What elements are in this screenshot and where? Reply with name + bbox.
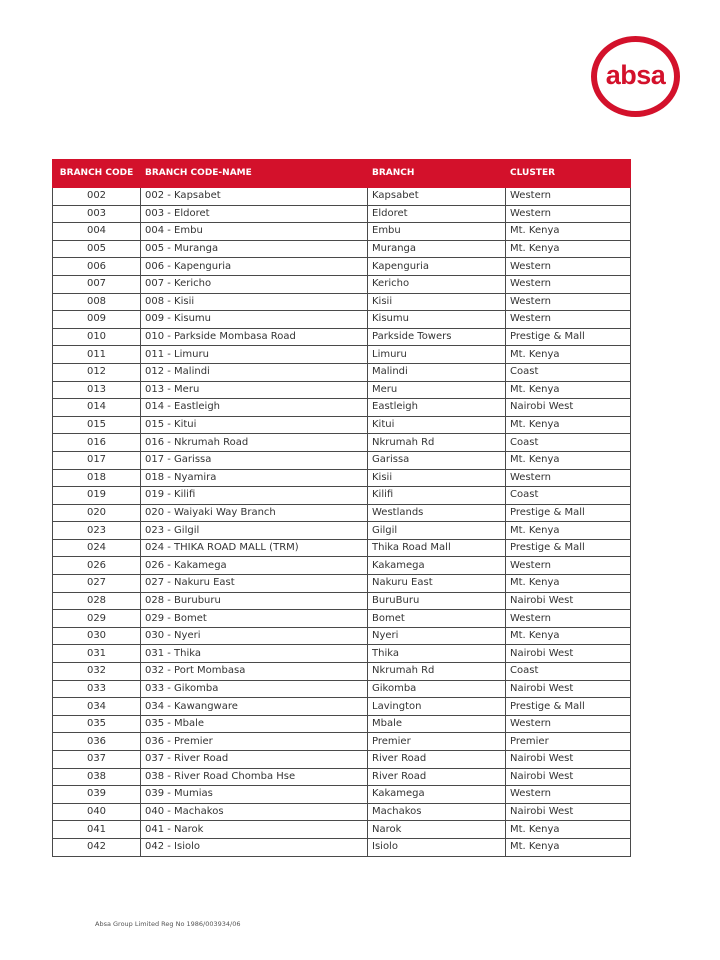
cell-branch: Premier [368, 733, 506, 751]
table-row [53, 610, 631, 628]
cell-branch: Kitui [368, 416, 506, 434]
cell-branch-code: 013 [53, 381, 141, 399]
table-row [53, 328, 631, 346]
cell-branch-code-name: 037 - River Road [141, 751, 368, 769]
cell-branch-code-name: 016 - Nkrumah Road [141, 434, 368, 452]
cell-branch-code-name: 039 - Mumias [141, 786, 368, 804]
cell-branch-code-name: 004 - Embu [141, 223, 368, 241]
table-row [53, 188, 631, 206]
cell-branch-code: 041 [53, 821, 141, 839]
table-row [53, 627, 631, 645]
cell-branch-code-name: 002 - Kapsabet [141, 188, 368, 206]
cell-cluster: Prestige & Mall [506, 328, 631, 346]
cell-branch-code-name: 017 - Garissa [141, 451, 368, 469]
cell-branch-code: 040 [53, 803, 141, 821]
cell-branch: Limuru [368, 346, 506, 364]
cell-branch: Gikomba [368, 680, 506, 698]
cell-branch-code-name: 040 - Machakos [141, 803, 368, 821]
cell-cluster: Mt. Kenya [506, 575, 631, 593]
cell-branch-code-name: 010 - Parkside Mombasa Road [141, 328, 368, 346]
table-row [53, 803, 631, 821]
cell-branch-code: 034 [53, 698, 141, 716]
table-row [53, 680, 631, 698]
cell-cluster: Prestige & Mall [506, 504, 631, 522]
cell-branch: Nkrumah Rd [368, 663, 506, 681]
cell-branch: Kericho [368, 275, 506, 293]
cell-branch-code-name: 020 - Waiyaki Way Branch [141, 504, 368, 522]
header-branch-code: BRANCH CODE [53, 160, 141, 188]
cell-branch-code-name: 005 - Muranga [141, 240, 368, 258]
cell-branch-code-name: 019 - Kilifi [141, 487, 368, 505]
logo-text: absa [605, 60, 666, 90]
cell-branch-code: 019 [53, 487, 141, 505]
cell-branch-code: 023 [53, 522, 141, 540]
cell-branch: Westlands [368, 504, 506, 522]
cell-branch-code: 038 [53, 768, 141, 786]
cell-cluster: Western [506, 786, 631, 804]
cell-branch: River Road [368, 751, 506, 769]
cell-branch: Kisii [368, 293, 506, 311]
cell-branch-code: 032 [53, 663, 141, 681]
cell-cluster: Prestige & Mall [506, 698, 631, 716]
cell-branch-code: 003 [53, 205, 141, 223]
table-row [53, 399, 631, 417]
cell-branch-code: 018 [53, 469, 141, 487]
cell-cluster: Premier [506, 733, 631, 751]
table-row [53, 275, 631, 293]
table-header [53, 160, 631, 188]
cell-branch-code: 015 [53, 416, 141, 434]
cell-branch-code: 037 [53, 751, 141, 769]
cell-branch-code: 002 [53, 188, 141, 206]
table-row [53, 293, 631, 311]
table-row [53, 381, 631, 399]
cell-cluster: Western [506, 188, 631, 206]
cell-branch-code-name: 034 - Kawangware [141, 698, 368, 716]
table-row [53, 751, 631, 769]
table-row [53, 504, 631, 522]
header-branch: BRANCH [368, 160, 506, 188]
cell-branch: Kakamega [368, 786, 506, 804]
cell-cluster: Nairobi West [506, 645, 631, 663]
cell-branch-code: 029 [53, 610, 141, 628]
cell-branch: River Road [368, 768, 506, 786]
cell-branch: Mbale [368, 715, 506, 733]
table-row [53, 487, 631, 505]
cell-branch-code-name: 036 - Premier [141, 733, 368, 751]
cell-branch: Nkrumah Rd [368, 434, 506, 452]
cell-branch: Gilgil [368, 522, 506, 540]
cell-cluster: Mt. Kenya [506, 240, 631, 258]
cell-branch-code-name: 009 - Kisumu [141, 311, 368, 329]
table-row [53, 223, 631, 241]
cell-cluster: Coast [506, 363, 631, 381]
cell-branch-code-name: 006 - Kapenguria [141, 258, 368, 276]
table-row [53, 663, 631, 681]
table-row [53, 346, 631, 364]
cell-branch-code: 012 [53, 363, 141, 381]
cell-cluster: Coast [506, 663, 631, 681]
cell-branch-code-name: 032 - Port Mombasa [141, 663, 368, 681]
footer-registration: Absa Group Limited Reg No 1986/003934/06 [95, 920, 241, 928]
cell-branch-code: 028 [53, 592, 141, 610]
table-row [53, 698, 631, 716]
cell-branch-code-name: 027 - Nakuru East [141, 575, 368, 593]
cell-branch-code: 011 [53, 346, 141, 364]
table-row [53, 434, 631, 452]
table-row [53, 205, 631, 223]
cell-branch-code-name: 007 - Kericho [141, 275, 368, 293]
cell-cluster: Mt. Kenya [506, 821, 631, 839]
cell-branch-code: 004 [53, 223, 141, 241]
table-body [53, 188, 631, 857]
cell-branch-code: 036 [53, 733, 141, 751]
cell-branch-code: 006 [53, 258, 141, 276]
cell-branch: Kakamega [368, 557, 506, 575]
absa-logo [591, 36, 680, 117]
cell-branch-code: 016 [53, 434, 141, 452]
cell-cluster: Nairobi West [506, 592, 631, 610]
cell-cluster: Mt. Kenya [506, 346, 631, 364]
header-row [53, 160, 631, 188]
cell-branch: Thika [368, 645, 506, 663]
cell-cluster: Western [506, 557, 631, 575]
table-row [53, 715, 631, 733]
cell-branch-code: 039 [53, 786, 141, 804]
cell-branch-code: 033 [53, 680, 141, 698]
cell-branch-code: 024 [53, 539, 141, 557]
cell-branch: Embu [368, 223, 506, 241]
table-row [53, 592, 631, 610]
cell-branch-code-name: 018 - Nyamira [141, 469, 368, 487]
cell-cluster: Nairobi West [506, 399, 631, 417]
cell-branch: Meru [368, 381, 506, 399]
cell-branch-code-name: 028 - Buruburu [141, 592, 368, 610]
cell-branch-code-name: 012 - Malindi [141, 363, 368, 381]
cell-cluster: Nairobi West [506, 803, 631, 821]
cell-branch-code-name: 041 - Narok [141, 821, 368, 839]
table-row [53, 240, 631, 258]
cell-branch: Narok [368, 821, 506, 839]
cell-branch-code-name: 023 - Gilgil [141, 522, 368, 540]
table-row [53, 575, 631, 593]
header-branch-code-name: BRANCH CODE-NAME [141, 160, 368, 188]
table-row [53, 451, 631, 469]
cell-branch: Nakuru East [368, 575, 506, 593]
cell-branch-code-name: 015 - Kitui [141, 416, 368, 434]
cell-branch: Kilifi [368, 487, 506, 505]
cell-branch-code-name: 026 - Kakamega [141, 557, 368, 575]
table-row [53, 416, 631, 434]
header-cluster: CLUSTER [506, 160, 631, 188]
cell-cluster: Western [506, 610, 631, 628]
cell-branch: Kisii [368, 469, 506, 487]
cell-cluster: Coast [506, 487, 631, 505]
cell-branch-code: 030 [53, 627, 141, 645]
cell-branch-code-name: 014 - Eastleigh [141, 399, 368, 417]
table-row [53, 363, 631, 381]
cell-cluster: Western [506, 275, 631, 293]
cell-branch-code: 009 [53, 311, 141, 329]
cell-cluster: Western [506, 205, 631, 223]
cell-branch-code: 005 [53, 240, 141, 258]
cell-branch-code-name: 030 - Nyeri [141, 627, 368, 645]
cell-branch-code: 026 [53, 557, 141, 575]
table-row [53, 821, 631, 839]
cell-branch: Lavington [368, 698, 506, 716]
branch-table [52, 159, 631, 857]
cell-branch: BuruBuru [368, 592, 506, 610]
cell-branch: Nyeri [368, 627, 506, 645]
cell-cluster: Nairobi West [506, 751, 631, 769]
cell-branch-code: 042 [53, 838, 141, 856]
cell-cluster: Mt. Kenya [506, 416, 631, 434]
cell-branch: Kisumu [368, 311, 506, 329]
cell-branch-code-name: 024 - THIKA ROAD MALL (TRM) [141, 539, 368, 557]
cell-branch-code-name: 042 - Isiolo [141, 838, 368, 856]
table-row [53, 786, 631, 804]
cell-branch: Eldoret [368, 205, 506, 223]
table-row [53, 311, 631, 329]
cell-cluster: Prestige & Mall [506, 539, 631, 557]
cell-branch-code: 020 [53, 504, 141, 522]
cell-branch: Kapenguria [368, 258, 506, 276]
table-row [53, 768, 631, 786]
cell-branch: Malindi [368, 363, 506, 381]
cell-branch: Isiolo [368, 838, 506, 856]
cell-branch: Parkside Towers [368, 328, 506, 346]
cell-cluster: Mt. Kenya [506, 522, 631, 540]
cell-branch-code-name: 038 - River Road Chomba Hse [141, 768, 368, 786]
cell-cluster: Western [506, 293, 631, 311]
cell-branch-code: 027 [53, 575, 141, 593]
cell-branch-code: 031 [53, 645, 141, 663]
cell-cluster: Western [506, 715, 631, 733]
table-row [53, 469, 631, 487]
table-row [53, 258, 631, 276]
table-row [53, 522, 631, 540]
cell-branch: Thika Road Mall [368, 539, 506, 557]
cell-branch-code: 035 [53, 715, 141, 733]
cell-branch-code: 014 [53, 399, 141, 417]
cell-branch: Muranga [368, 240, 506, 258]
cell-cluster: Western [506, 469, 631, 487]
table-row [53, 838, 631, 856]
table-row [53, 645, 631, 663]
cell-branch-code-name: 013 - Meru [141, 381, 368, 399]
cell-branch-code-name: 011 - Limuru [141, 346, 368, 364]
cell-cluster: Mt. Kenya [506, 223, 631, 241]
cell-branch-code-name: 029 - Bomet [141, 610, 368, 628]
cell-cluster: Mt. Kenya [506, 838, 631, 856]
cell-branch: Eastleigh [368, 399, 506, 417]
cell-branch-code-name: 031 - Thika [141, 645, 368, 663]
cell-branch-code-name: 035 - Mbale [141, 715, 368, 733]
cell-cluster: Nairobi West [506, 768, 631, 786]
cell-cluster: Coast [506, 434, 631, 452]
cell-branch-code-name: 003 - Eldoret [141, 205, 368, 223]
table-row [53, 557, 631, 575]
cell-branch: Garissa [368, 451, 506, 469]
cell-cluster: Mt. Kenya [506, 451, 631, 469]
cell-branch: Kapsabet [368, 188, 506, 206]
cell-branch-code-name: 033 - Gikomba [141, 680, 368, 698]
cell-cluster: Mt. Kenya [506, 627, 631, 645]
cell-cluster: Nairobi West [506, 680, 631, 698]
cell-cluster: Western [506, 311, 631, 329]
cell-branch-code-name: 008 - Kisii [141, 293, 368, 311]
cell-branch: Bomet [368, 610, 506, 628]
table-row [53, 539, 631, 557]
table-row [53, 733, 631, 751]
cell-branch-code: 007 [53, 275, 141, 293]
cell-cluster: Mt. Kenya [506, 381, 631, 399]
cell-branch-code: 017 [53, 451, 141, 469]
cell-branch-code: 008 [53, 293, 141, 311]
cell-cluster: Western [506, 258, 631, 276]
cell-branch-code: 010 [53, 328, 141, 346]
cell-branch: Machakos [368, 803, 506, 821]
